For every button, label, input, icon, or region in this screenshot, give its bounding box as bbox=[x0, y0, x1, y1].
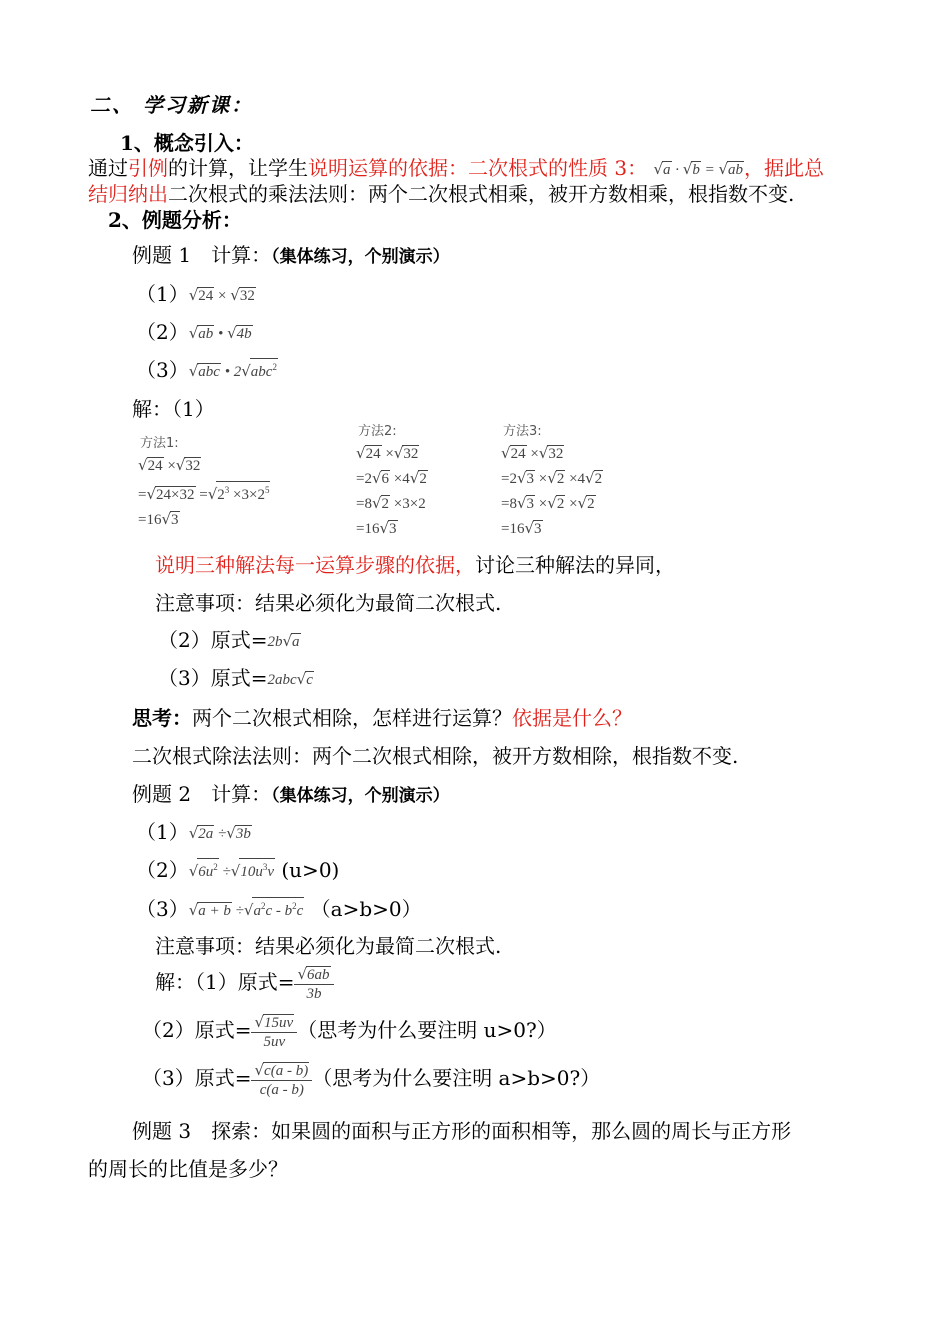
method-2-step-2: =2√6 ×4√2 bbox=[356, 469, 427, 487]
example2-item-1: （1）√2a ÷√3b bbox=[136, 820, 251, 844]
example1-title: 例题 1 计算：（集体练习，个别演示） bbox=[132, 243, 450, 267]
examples-heading: 2、例题分析： bbox=[108, 208, 242, 232]
example2-item-2: $(2)√6u^2 \div√10u^3v$ (u>0) bbox=[136, 858, 340, 882]
example1-answer-3: （3）原式=2abc√c bbox=[158, 666, 313, 690]
method-3-step-3: =8√3 ×√2 ×√2 bbox=[501, 494, 595, 512]
think-line: 思考：两个二次根式相除，怎样进行运算？依据是什么？ bbox=[132, 706, 632, 730]
method-3-step-4: =16√3 bbox=[501, 519, 542, 537]
example1-item-1: （1）√24 × √32 bbox=[136, 282, 255, 306]
method-1-step-2: $=√24\times 32 =√2^3 \times 3\times 2^5$ bbox=[138, 481, 270, 507]
example1-item-3: （3）√abc • 2√abc$^2$ bbox=[136, 358, 277, 382]
method-2-step-4: =16√3 bbox=[356, 519, 397, 537]
example1-answer-2: （2）原式=2b√a bbox=[158, 628, 300, 652]
example2-title: 例题 2 计算：（集体练习，个别演示） bbox=[132, 782, 450, 806]
section-title: 二、 学习新课： bbox=[90, 93, 253, 117]
example2-attention: 注意事项：结果必须化为最简二次根式. bbox=[155, 934, 502, 958]
example1-solution-label: 解：（1） bbox=[132, 397, 215, 421]
method-1-step-1: √24 ×√32 bbox=[138, 456, 201, 474]
concept-line-1: 通过引例的计算，让学生说明运算的依据：二次根式的性质 3： √a · √b = √ab，据此总 bbox=[88, 156, 825, 180]
formula-property-3: √a · √b = √ab bbox=[653, 160, 744, 178]
division-rule: 二次根式除法法则：两个二次根式相除，被开方数相除，根指数不变. bbox=[132, 744, 739, 768]
method-1-label: 方法1: bbox=[140, 436, 179, 451]
example1-item-2: （2）√ab • √4b bbox=[136, 320, 252, 344]
example2-solution-3: （3）原式= $\frac{√c(a - b)}{c(a - b)}$ （思考为什么要注明 a>b>0?） bbox=[142, 1060, 601, 1098]
example3-line-1: 例题 3 探索：如果圆的面积与正方形的面积相等，那么圆的周长与正方形 bbox=[132, 1119, 792, 1143]
concept-line-2: 结归纳出二次根式的乘法法则：两个二次根式相乘，被开方数相乘，根指数不变. bbox=[88, 182, 795, 206]
example1-explain: 说明三种解法每一运算步骤的依据，讨论三种解法的异同， bbox=[155, 553, 675, 577]
method-2-step-3: =8√2 ×3×2 bbox=[356, 494, 426, 512]
example2-item-3: $(3)√a + b \div√a^2c - b^2c$ （a>b>0） bbox=[136, 897, 422, 921]
method-3-label: 方法3: bbox=[503, 424, 542, 439]
concept-heading: 1、概念引入： bbox=[120, 131, 254, 155]
example2-solution-1: 解：（1）原式= $\frac{√6ab}{3b}$ bbox=[155, 960, 334, 1004]
method-2-step-1: √24 ×√32 bbox=[356, 444, 419, 462]
example1-attention: 注意事项：结果必须化为最简二次根式. bbox=[155, 591, 502, 615]
method-3-step-1: √24 ×√32 bbox=[501, 444, 564, 462]
example2-solution-2: （2）原式= $\frac{√15uv}{5uv}$ （思考为什么要注明 u>0?） bbox=[142, 1012, 557, 1050]
method-2-label: 方法2: bbox=[358, 424, 397, 439]
method-1-step-3: =16√3 bbox=[138, 510, 179, 528]
example3-line-2: 的周长的比值是多少？ bbox=[88, 1157, 288, 1181]
method-3-step-2: =2√3 ×√2 ×4√2 bbox=[501, 469, 603, 487]
